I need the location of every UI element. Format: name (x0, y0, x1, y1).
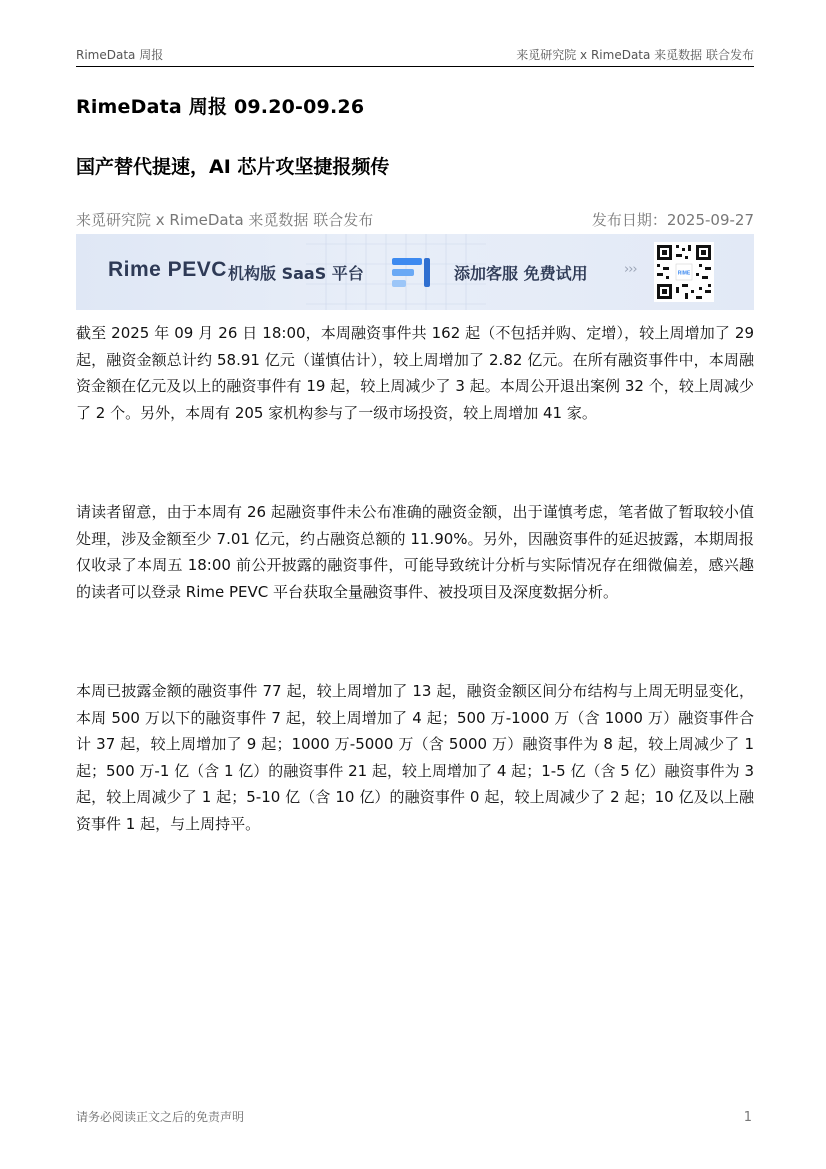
qr-center-label: RIME (677, 270, 691, 277)
paragraph-distribution: 本周已披露金额的融资事件 77 起，较上周增加了 13 起，融资金额区间分布结构与上周无明显变化，本周 500 万以下的融资事件 7 起，较上周增加了 4 起；500 万-1000 万（含 1000 万）融资事件合计 37 起，较上周增加了 9 起；1000 万-5000 万（含 5000 万）融资事件为 8 起，较上周减少了 1 起；500 万-1 亿（含 1 亿）的融资事件 21 起，较上周增加了 4 起；1-5 亿（含 5 亿）融资事件为 3 起，较上周减少了 1 起；5-10 亿（含 10 亿）的融资事件 0 起，较上周减少了 2 起；10 亿及以上融资事件 1 起，与上周持平。 (76, 682, 754, 833)
paragraph-summary: 截至 2025 年 09 月 26 日 18:00，本周融资事件共 162 起（不包括并购、定增），较上周增加了 29 起，融资金额总计约 58.91 亿元（谨慎估计），较上周增加了 2.82 亿元。在所有融资事件中，本周融资金额在亿元及以上的融资事件有 19 起，较上周减少了 3 起。本周公开退出案例 32 个，较上周减少了 2 个。另外，本周有 205 家机构参与了一级市场投资，较上周增加 41 家。 (76, 324, 754, 422)
promo-banner[interactable] (76, 234, 754, 310)
banner-brand: Rime PEVC (108, 258, 227, 281)
rime-logo-icon (386, 248, 436, 298)
footer-disclaimer: 请务必阅读正文之后的免责声明 (76, 1110, 245, 1124)
header-right-text: 来觅研究院 x RimeData 来觅数据 联合发布 (516, 48, 754, 62)
banner-product: 机构版 SaaS 平台 (228, 264, 364, 283)
banner-cta[interactable]: 添加客服 免费试用 (454, 264, 588, 283)
qr-code-icon[interactable] (654, 242, 714, 302)
headline: 国产替代提速，AI 芯片攻坚捷报频传 (76, 156, 390, 178)
header-left-text: RimeData 周报 (76, 48, 164, 62)
paragraph-disclaimer: 请读者留意，由于本周有 26 起融资事件未公布准确的融资金额，出于谨慎考虑，笔者做了暂取较小值处理，涉及金额至少 7.01 亿元，约占融资总额的 11.90%。另外，因融资事件的延迟披露，本期周报仅收录了本周五 18:00 前公开披露的融资事件，可能导致统计分析与实际情况存在细微偏差，感兴趣的读者可以登录 Rime PEVC 平台获取全量融资事件、被投项目及深度数据分析。 (76, 503, 754, 601)
page-header (76, 44, 754, 67)
publish-date: 发布日期：2025-09-27 (591, 211, 754, 229)
publisher-text: 来觅研究院 x RimeData 来觅数据 联合发布 (76, 211, 374, 229)
page-number: 1 (743, 1110, 752, 1125)
report-title: RimeData 周报 09.20-09.26 (76, 96, 365, 118)
meta-row (76, 209, 754, 233)
chevrons-right-icon: ››› (624, 262, 637, 277)
